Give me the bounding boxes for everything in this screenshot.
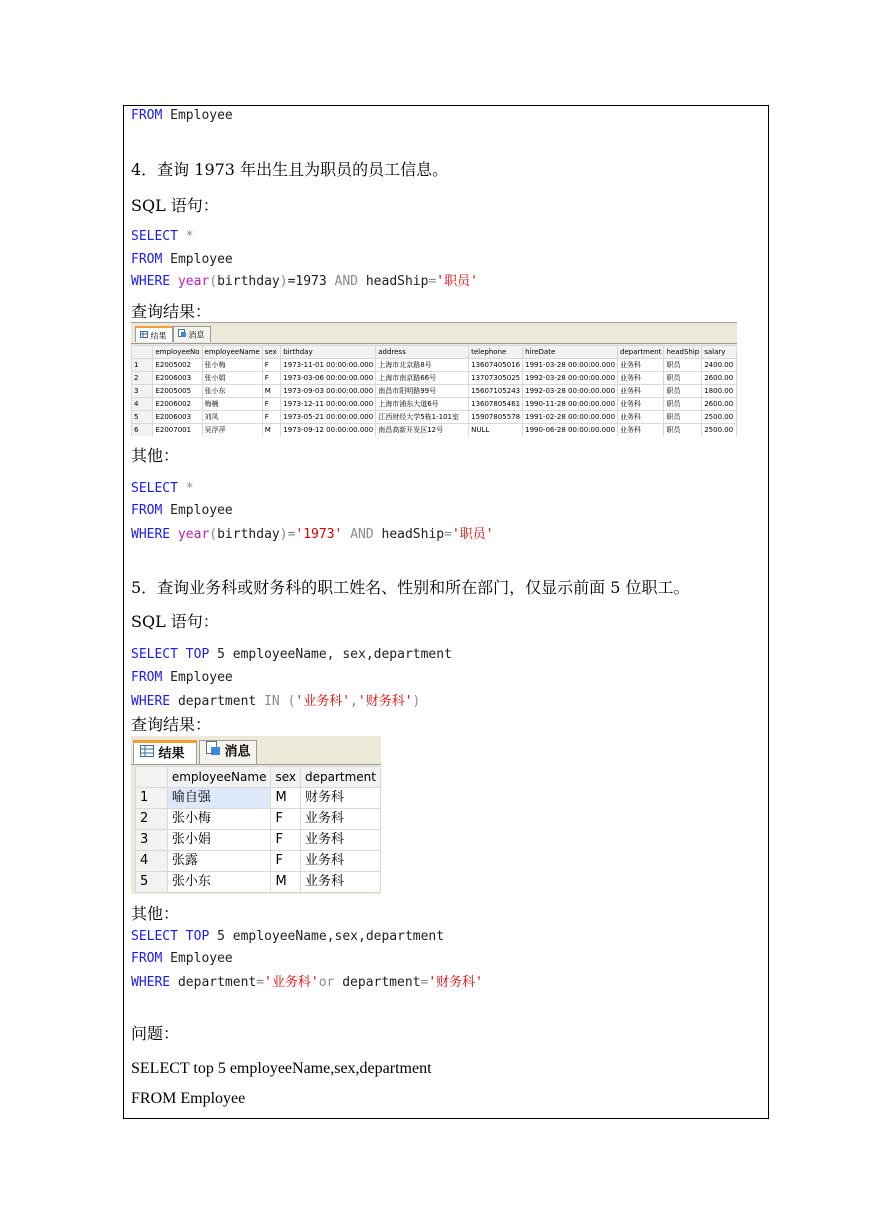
result-label-4: 查询结果：: [131, 302, 212, 321]
results-table-5: [135, 766, 381, 893]
grid-icon: [140, 743, 154, 765]
question-line-1: SELECT top 5 employeeName,sex,department: [131, 1060, 432, 1077]
column-header: address: [376, 346, 469, 359]
messages-icon: [206, 741, 220, 763]
question-line-2: FROM Employee: [131, 1090, 246, 1107]
q4-alt-line-3: WHERE year(birthday)='1973' AND headShip='职员': [131, 527, 494, 542]
column-header: sex: [271, 767, 301, 788]
q5-sql-line-3: WHERE department IN ('业务科','财务科'): [131, 694, 421, 709]
question-label: 问题：: [131, 1024, 180, 1043]
q5-sql-line-1: SELECT TOP 5 employeeName, sex,department: [131, 647, 452, 662]
table-header-row: [136, 767, 381, 788]
table-row[interactable]: 2 张小梅 F 业务科: [136, 809, 381, 830]
sql-label-5: SQL 语句：: [131, 612, 219, 631]
question-4-heading: 4．查询 1973 年出生且为职员的员工信息。: [131, 160, 449, 179]
results-grid-4: [131, 322, 737, 436]
column-header: employeeName: [167, 767, 271, 788]
tab-messages[interactable]: 消息: [199, 740, 257, 764]
q5-alt-line-3: WHERE department='业务科'or department='财务科': [131, 975, 483, 990]
other-label-5: 其他：: [131, 904, 180, 923]
column-header: hireDate: [523, 346, 618, 359]
column-header: department: [301, 767, 381, 788]
other-label-4: 其他：: [131, 446, 180, 465]
table-row[interactable]: 3 张小娟 F 业务科: [136, 830, 381, 851]
q4-alt-line-2: FROM Employee: [131, 503, 233, 518]
table-row[interactable]: 1 E2005002 张小梅 F 1973-11-01 00:00:00.000 上海市北京路8号 13607405016 1991-03-28 00:00:00.000 业务科 职员 2400.00: [132, 359, 737, 372]
table-row[interactable]: 4 张露 F 业务科: [136, 851, 381, 872]
table-row[interactable]: 6 E2007001 吴浮萍 M 1973-09-12 00:00:00.000 南昌高新开发区12号 NULL 1990-06-28 00:00:00.000 业务科 职员 2500.00: [132, 424, 737, 437]
column-header: salary: [702, 346, 737, 359]
column-header: headShip: [664, 346, 702, 359]
column-header: sex: [262, 346, 281, 359]
column-header: birthday: [281, 346, 376, 359]
code-line-from: FROM Employee: [131, 108, 233, 123]
result-label-5: 查询结果：: [131, 715, 212, 734]
sql-label-4: SQL 语句：: [131, 196, 219, 215]
table-row[interactable]: 5 张小东 M 业务科: [136, 872, 381, 893]
table-row[interactable]: 4 E2006002 梅楠 F 1973-12-11 00:00:00.000 上海市浦东大道6号 13607805461 1990-11-28 00:00:00.000 业务科 职员 2600.00: [132, 398, 737, 411]
table-row[interactable]: 2 E2006003 张小娟 F 1973-03-06 00:00:00.000 上海市南京路66号 13707305025 1992-03-28 00:00:00.000 业务科 职员 2600.00: [132, 372, 737, 385]
tab-messages[interactable]: 消息: [173, 326, 211, 342]
q4-sql-line-3: WHERE year(birthday)=1973 AND headShip='职员': [131, 274, 478, 289]
results-grid-5: [131, 736, 381, 894]
results-tab-bar: [131, 323, 737, 344]
grid-icon: [140, 328, 148, 344]
results-table-4: [131, 345, 737, 436]
results-tab-bar: [131, 736, 381, 765]
q4-alt-line-1: SELECT *: [131, 481, 194, 496]
column-header: department: [618, 346, 664, 359]
q5-alt-line-1: SELECT TOP 5 employeeName,sex,department: [131, 929, 445, 944]
column-header: telephone: [469, 346, 523, 359]
table-row[interactable]: 5 E2006003 刘凤 F 1973-05-21 00:00:00.000 江西财经大学5栋1-101室 15907805578 1991-02-28 00:00:00.000 业务科 职员 2500.00: [132, 411, 737, 424]
q4-sql-line-1: SELECT *: [131, 229, 194, 244]
column-header: employeeNo: [153, 346, 202, 359]
table-header-row: [132, 346, 737, 359]
tab-results[interactable]: 结果: [135, 326, 173, 342]
tab-results[interactable]: 结果: [133, 740, 197, 764]
table-row[interactable]: 3 E2005005 张小东 M 1973-09-03 00:00:00.000 南昌市阳明路99号 15607105243 1992-03-28 00:00:00.000 业务科 职员 1800.00: [132, 385, 737, 398]
column-header: [136, 767, 168, 788]
table-row[interactable]: 1 喻自强 M 财务科: [136, 788, 381, 809]
q5-alt-line-2: FROM Employee: [131, 951, 233, 966]
messages-icon: [178, 327, 186, 343]
q5-sql-line-2: FROM Employee: [131, 670, 233, 685]
column-header: [132, 346, 153, 359]
column-header: employeeName: [202, 346, 262, 359]
question-5-heading: 5．查询业务科或财务科的职工姓名、性别和所在部门，仅显示前面 5 位职工。: [131, 578, 690, 597]
q4-sql-line-2: FROM Employee: [131, 252, 233, 267]
